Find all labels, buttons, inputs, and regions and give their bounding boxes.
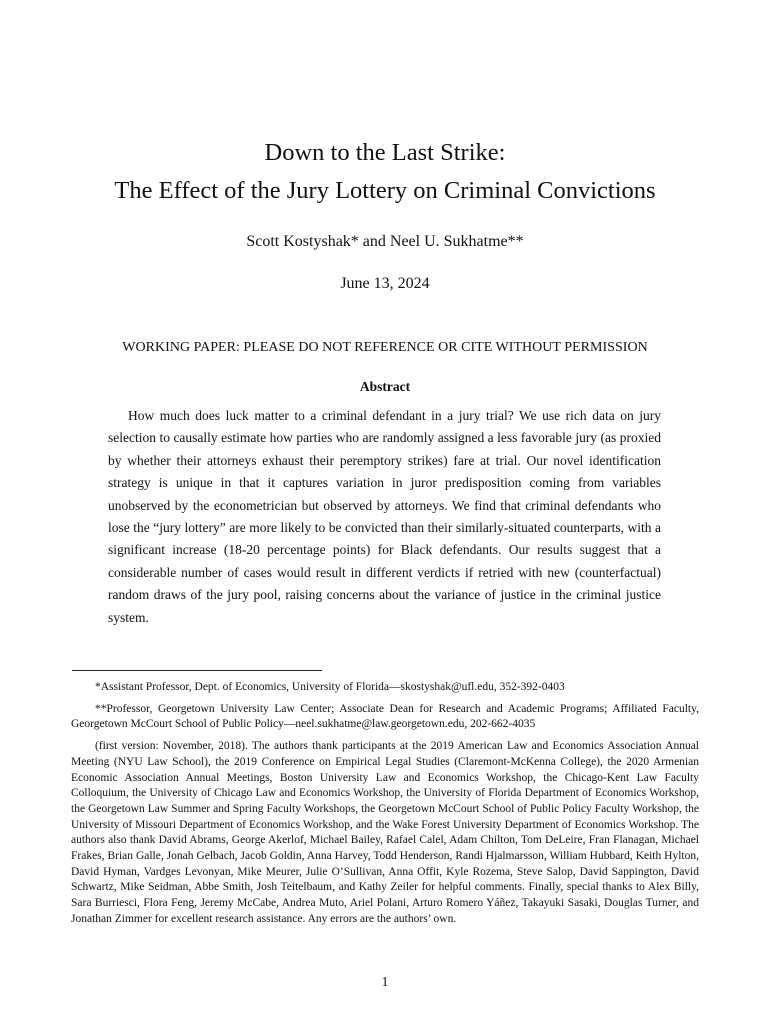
- publication-date: June 13, 2024: [340, 275, 430, 292]
- paper-title-line-2: The Effect of the Jury Lottery on Criminal Convictions: [114, 177, 656, 204]
- author-list: Scott Kostyshak* and Neel U. Sukhatme**: [246, 233, 524, 250]
- paper-title-line-1: Down to the Last Strike:: [264, 139, 506, 166]
- footnotes: [71, 680, 699, 934]
- page-number: 1: [381, 975, 389, 990]
- footnote-acknowledgments: (first version: November, 2018). The authors thank participants at the 2019 American Law and Economics Association Annual Meeting (NYU Law School), the 2019 Conference on Empirical Legal Studies (Claremont-McKenna College), the 2020 Armenian Economic Association Annual Meetings, Boston University Law and Economics Workshop, the Chicago-Kent Law Faculty Colloquium, the University of Chicago Law and Economics Workshop, the University of Florida Department of Economics Workshop, the Georgetown Law Summer and Spring Faculty Workshops, the Georgetown McCourt School of Public Policy Faculty Workshop, the University of Missouri Department of Economics Workshop, and the Wake Forest University Department of Economics Workshop. The authors also thank David Abrams, George Akerlof, Michael Bailey, Rafael Calel, Adam Chilton, Tom DeLeire, Fran Flanagan, Michael Frakes, Brian Galle, Jonah Gelbach, Jacob Goldin, Anna Harvey, Todd Henderson, Randi Hjalmarsson, William Hubbard, Keith Hylton, David Hyman, Vardges Levonyan, Mike Meurer, Julie O’Sullivan, Anna Offit, Kyle Rozema, Steve Salop, David Sappington, David Schwartz, Mike Seidman, Abbe Smith, Josh Teitelbaum, and Kathy Zeiler for helpful comments. Finally, special thanks to Alex Billy, Sara Burriesci, Flora Feng, Jeremy McCabe, Andrea Muto, Ariel Polani, Arturo Romero Yáñez, Takayuki Sasaki, Douglas Turner, and Jonathan Zimmer for excellent research assistance. Any errors are the authors’ own.: [71, 740, 699, 925]
- footnote-author-1: *Assistant Professor, Dept. of Economics, University of Florida—skostyshak@ufl.edu, 352-392-0403: [95, 681, 565, 693]
- footnote-author-2: **Professor, Georgetown University Law Center; Associate Dean for Research and Academic Programs; Affiliated Faculty, Georgetown McCourt School of Public Policy—neel.sukhatme@law.georgetown.edu, 202-662-4035: [71, 702, 699, 731]
- abstract-body: How much does luck matter to a criminal defendant in a jury trial? We use rich data on jury selection to causally estimate how parties who are randomly assigned a less favorable jury (as proxied by whether their attorneys exhaust their peremptory strikes) fare at trial. Our novel identification strategy is unique in that it captures variation in juror predisposition coming from variables unobserved by the econometrician but observed by attorneys. We find that criminal defendants who lose the “jury lottery” are more likely to be convicted than their similarly-situated counterparts, with a significant increase (18-20 percentage points) for Black defendants. Our results suggest that a considerable number of cases would result in different verdicts if retried with new (counterfactual) random draws of the jury pool, raising concerns about the variance of justice in the criminal justice system.: [108, 408, 661, 625]
- abstract-heading: Abstract: [359, 379, 411, 394]
- footnote-divider: [72, 670, 322, 671]
- working-paper-notice: WORKING PAPER: PLEASE DO NOT REFERENCE OR CITE WITHOUT PERMISSION: [122, 340, 648, 355]
